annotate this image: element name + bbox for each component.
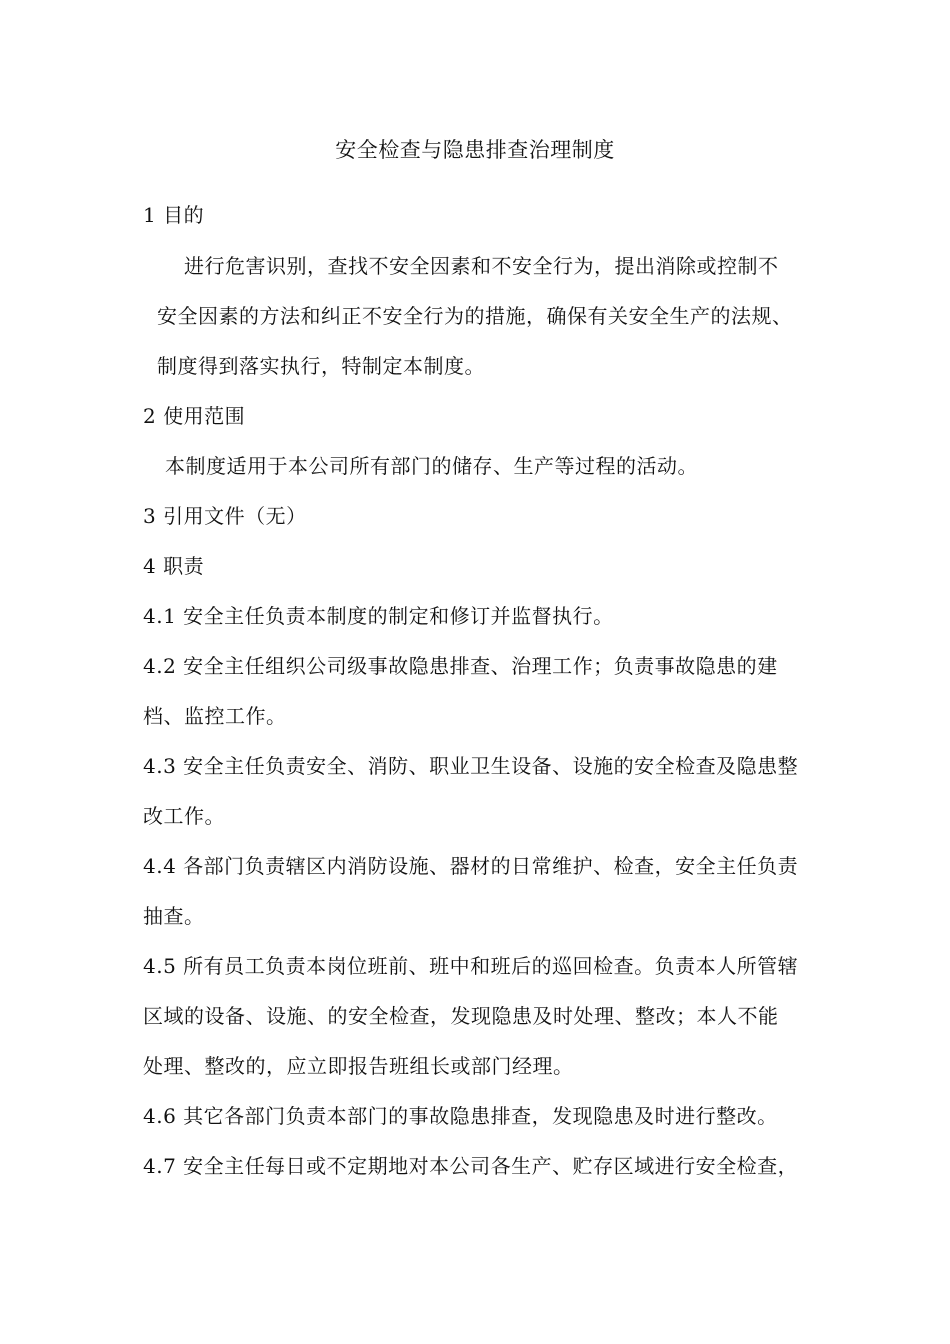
clause-line: 区域的设备、设施、的安全检查，发现隐患及时处理、整改；本人不能: [143, 1004, 779, 1028]
section-heading-references: 3 引用文件（无）: [143, 504, 307, 528]
clause-line: 处理、整改的，应立即报告班组长或部门经理。: [143, 1054, 574, 1078]
paragraph-line: 本制度适用于本公司所有部门的储存、生产等过程的活动。: [165, 454, 698, 478]
clause-line: 4.4 各部门负责辖区内消防设施、器材的日常维护、检查，安全主任负责: [143, 854, 799, 878]
clause-line: 档、监控工作。: [143, 704, 287, 728]
paragraph-line: 制度得到落实执行，特制定本制度。: [157, 354, 485, 378]
section-heading-scope: 2 使用范围: [143, 404, 246, 428]
paragraph-line: 安全因素的方法和纠正不安全行为的措施，确保有关安全生产的法规、: [157, 304, 793, 328]
clause-line: 4.2 安全主任组织公司级事故隐患排查、治理工作；负责事故隐患的建: [143, 654, 778, 678]
clause-line: 抽查。: [143, 904, 205, 928]
document-title: 安全检查与隐患排查治理制度: [335, 138, 615, 162]
clause-line: 4.1 安全主任负责本制度的制定和修订并监督执行。: [143, 604, 614, 628]
clause-line: 改工作。: [143, 804, 225, 828]
clause-line: 4.5 所有员工负责本岗位班前、班中和班后的巡回检查。负责本人所管辖: [143, 954, 799, 978]
section-heading-responsibilities: 4 职责: [143, 554, 205, 578]
clause-line: 4.7 安全主任每日或不定期地对本公司各生产、贮存区域进行安全检查，: [143, 1154, 799, 1178]
clause-line: 4.6 其它各部门负责本部门的事故隐患排查，发现隐患及时进行整改。: [143, 1104, 778, 1128]
section-heading-purpose: 1 目的: [143, 203, 205, 227]
paragraph-line: 进行危害识别，查找不安全因素和不安全行为，提出消除或控制不: [184, 254, 779, 278]
clause-line: 4.3 安全主任负责安全、消防、职业卫生设备、设施的安全检查及隐患整: [143, 754, 799, 778]
